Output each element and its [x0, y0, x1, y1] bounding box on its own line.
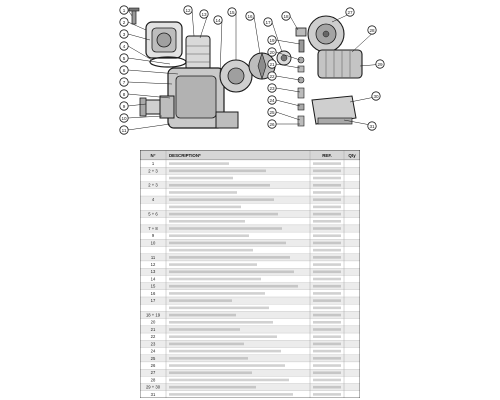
callout-16 — [246, 12, 260, 54]
table-cell-pos: 21 — [150, 326, 156, 332]
callout-25 — [268, 108, 300, 120]
table-header-ref: REF. — [322, 152, 332, 158]
table-cell-pos: 17 — [150, 298, 156, 304]
callout-number: 5 — [122, 56, 126, 62]
reference-text-block — [313, 328, 341, 331]
callout-18 — [282, 12, 298, 30]
table-cell-pos: 10 — [150, 240, 156, 246]
callout-24 — [268, 96, 300, 106]
callout-number: 28 — [369, 28, 375, 34]
reference-text-block — [313, 191, 341, 194]
description-text-block — [169, 386, 256, 389]
callout-17 — [264, 18, 282, 52]
table-cell-pos: 31 — [150, 391, 156, 397]
table-row — [140, 376, 360, 383]
reference-text-block — [313, 249, 341, 252]
table-row — [140, 362, 360, 369]
table-row — [140, 268, 360, 275]
table-row — [140, 247, 360, 254]
table-row — [140, 355, 360, 362]
callout-15 — [228, 8, 236, 60]
description-text-block — [169, 184, 270, 187]
table-cell-pos: 27 — [150, 370, 156, 376]
reference-text-block — [313, 213, 341, 216]
description-text-block — [169, 307, 269, 310]
table-row — [140, 160, 360, 167]
description-text-block — [169, 206, 241, 209]
callout-number: 12 — [185, 8, 191, 14]
description-text-block — [169, 170, 266, 173]
table-row — [140, 254, 360, 261]
callout-14 — [214, 16, 222, 74]
description-text-block — [169, 328, 240, 331]
callout-number: 18 — [283, 14, 289, 20]
callout-30 — [350, 92, 380, 102]
reference-text-block — [313, 263, 341, 266]
table-cell-pos: 7 + 8 — [148, 225, 158, 231]
reference-text-block — [313, 206, 341, 209]
callout-number: 13 — [201, 12, 207, 18]
reference-text-block — [313, 220, 341, 223]
table-row — [140, 182, 360, 189]
description-text-block — [169, 314, 236, 317]
reference-text-block — [313, 350, 341, 353]
spare-parts-table — [140, 150, 360, 398]
callout-number: 9 — [122, 104, 126, 110]
reference-text-block — [313, 242, 341, 245]
callout-23 — [268, 84, 300, 92]
description-text-block — [169, 270, 294, 273]
table-cell-pos: 18 + 19 — [145, 312, 161, 318]
table-row — [140, 189, 360, 196]
table-row — [140, 239, 360, 246]
table-row — [140, 369, 360, 376]
table-row — [140, 326, 360, 333]
table-row — [140, 384, 360, 391]
callout-number: 25 — [269, 110, 275, 116]
reference-text-block — [313, 227, 341, 230]
exploded-parts-diagram — [0, 0, 500, 148]
callout-28 — [352, 26, 376, 52]
callout-number: 15 — [229, 10, 235, 16]
reference-text-block — [313, 343, 341, 346]
table-cell-pos: 1 — [151, 161, 155, 167]
table-row — [140, 304, 360, 311]
callout-11 — [120, 124, 170, 134]
description-text-block — [169, 278, 261, 281]
reference-text-block — [313, 285, 341, 288]
callout-number: 4 — [122, 44, 126, 50]
table-cell-pos: 20 — [150, 319, 156, 325]
reference-text-block — [313, 314, 341, 317]
description-text-block — [169, 335, 277, 338]
callout-number: 2 — [122, 20, 126, 26]
table-row — [140, 225, 360, 232]
small-fittings — [296, 28, 306, 126]
description-text-block — [169, 321, 273, 324]
table-row — [140, 232, 360, 239]
description-text-block — [169, 234, 249, 237]
description-text-block — [169, 343, 244, 346]
table-cell-pos: 12 — [150, 262, 156, 268]
table-row — [140, 261, 360, 268]
table-row — [140, 196, 360, 203]
description-text-block — [169, 220, 245, 223]
description-text-block — [169, 299, 232, 302]
description-text-block — [169, 256, 290, 259]
table-cell-pos: 2 + 3 — [148, 182, 158, 188]
table-cell-pos: 26 — [150, 362, 156, 368]
callout-number: 23 — [269, 86, 275, 92]
callout-number: 20 — [269, 50, 275, 56]
callout-12 — [184, 6, 194, 36]
reference-text-block — [313, 177, 341, 180]
callout-number: 26 — [269, 122, 275, 128]
reference-text-block — [313, 278, 341, 281]
table-cell-pos: 14 — [150, 276, 156, 282]
table-cell-pos: 16 — [150, 290, 156, 296]
callout-number: 3 — [122, 32, 126, 38]
description-text-block — [169, 162, 229, 165]
table-cell-pos: 5 + 6 — [148, 211, 158, 217]
table-cell-pos: 2 + 3 — [148, 168, 158, 174]
reference-text-block — [313, 357, 341, 360]
description-text-block — [169, 263, 257, 266]
callout-number: 17 — [265, 20, 271, 26]
table-row — [140, 333, 360, 340]
table-cell-pos: 13 — [150, 269, 156, 275]
reference-text-block — [313, 379, 341, 382]
reference-text-block — [313, 364, 341, 367]
callout-22 — [268, 72, 300, 80]
description-text-block — [169, 177, 233, 180]
reference-text-block — [313, 184, 341, 187]
table-cell-pos: 23 — [150, 341, 156, 347]
table-row — [140, 210, 360, 217]
table-cell-pos: 25 — [150, 355, 156, 361]
reference-text-block — [313, 299, 341, 302]
description-text-block — [169, 242, 286, 245]
callout-number: 16 — [247, 14, 253, 20]
description-text-block — [169, 393, 293, 396]
table-row — [140, 167, 360, 174]
callout-number: 14 — [215, 18, 221, 24]
table-row — [140, 174, 360, 181]
table-row — [140, 297, 360, 304]
lid-screw — [129, 8, 139, 24]
table-cell-pos: 29 + 30 — [145, 384, 161, 390]
table-row — [140, 348, 360, 355]
callout-number: 10 — [121, 116, 127, 122]
table-row — [140, 275, 360, 282]
description-text-block — [169, 227, 282, 230]
table-row — [140, 391, 360, 398]
pump-lid — [146, 22, 182, 58]
description-text-block — [169, 213, 278, 216]
reference-text-block — [313, 292, 341, 295]
callout-number: 24 — [269, 98, 275, 104]
table-row — [140, 283, 360, 290]
callout-7 — [120, 78, 172, 86]
table-row — [140, 218, 360, 225]
reference-text-block — [313, 307, 341, 310]
motor — [318, 50, 362, 78]
reference-text-block — [313, 371, 341, 374]
reference-text-block — [313, 256, 341, 259]
reference-text-block — [313, 162, 341, 165]
table-row — [140, 290, 360, 297]
strainer-basket — [186, 36, 210, 70]
table-cell-pos: 15 — [150, 283, 156, 289]
callout-number: 21 — [269, 62, 275, 68]
callout-number: 27 — [347, 10, 353, 16]
reference-text-block — [313, 386, 341, 389]
callout-number: 7 — [122, 80, 126, 86]
callout-13 — [200, 10, 208, 38]
table-header-pos: N° — [150, 152, 156, 158]
table-cell-pos: 28 — [150, 377, 156, 383]
reference-text-block — [313, 321, 341, 324]
callout-number: 6 — [122, 68, 126, 74]
table-cell-pos: 11 — [150, 254, 156, 260]
description-text-block — [169, 371, 252, 374]
callout-number: 29 — [377, 62, 383, 68]
inlet-union — [140, 98, 160, 116]
table-header-qty: Qty — [348, 152, 356, 158]
table-row — [140, 340, 360, 347]
description-text-block — [169, 191, 237, 194]
description-text-block — [169, 292, 265, 295]
description-text-block — [169, 350, 281, 353]
table-cell-pos: 24 — [150, 348, 156, 354]
reference-text-block — [313, 393, 341, 396]
description-text-block — [169, 249, 253, 252]
pump-base — [312, 96, 356, 124]
reference-text-block — [313, 170, 341, 173]
callout-26 — [268, 120, 300, 128]
description-text-block — [169, 364, 285, 367]
table-cell-pos: 4 — [151, 197, 155, 203]
callout-19 — [268, 36, 300, 44]
table-row — [140, 311, 360, 318]
table-row — [140, 203, 360, 210]
callout-number: 8 — [122, 92, 126, 98]
callout-number: 11 — [121, 128, 127, 134]
description-text-block — [169, 357, 248, 360]
table-header-desc: DESCRIPTION* — [169, 152, 201, 158]
description-text-block — [169, 285, 298, 288]
callout-29 — [360, 60, 384, 68]
callout-number: 30 — [373, 94, 379, 100]
callout-number: 22 — [269, 74, 275, 80]
table-row — [140, 319, 360, 326]
motor-bracket — [308, 16, 344, 52]
table-cell-pos: 9 — [151, 233, 155, 239]
description-text-block — [169, 379, 289, 382]
callout-number: 19 — [269, 38, 275, 44]
callout-number: 31 — [369, 124, 375, 130]
reference-text-block — [313, 234, 341, 237]
reference-text-block — [313, 270, 341, 273]
description-text-block — [169, 198, 274, 201]
reference-text-block — [313, 335, 341, 338]
diffuser — [220, 60, 252, 92]
reference-text-block — [313, 198, 341, 201]
table-cell-pos: 22 — [150, 334, 156, 340]
callout-number: 1 — [122, 8, 126, 14]
